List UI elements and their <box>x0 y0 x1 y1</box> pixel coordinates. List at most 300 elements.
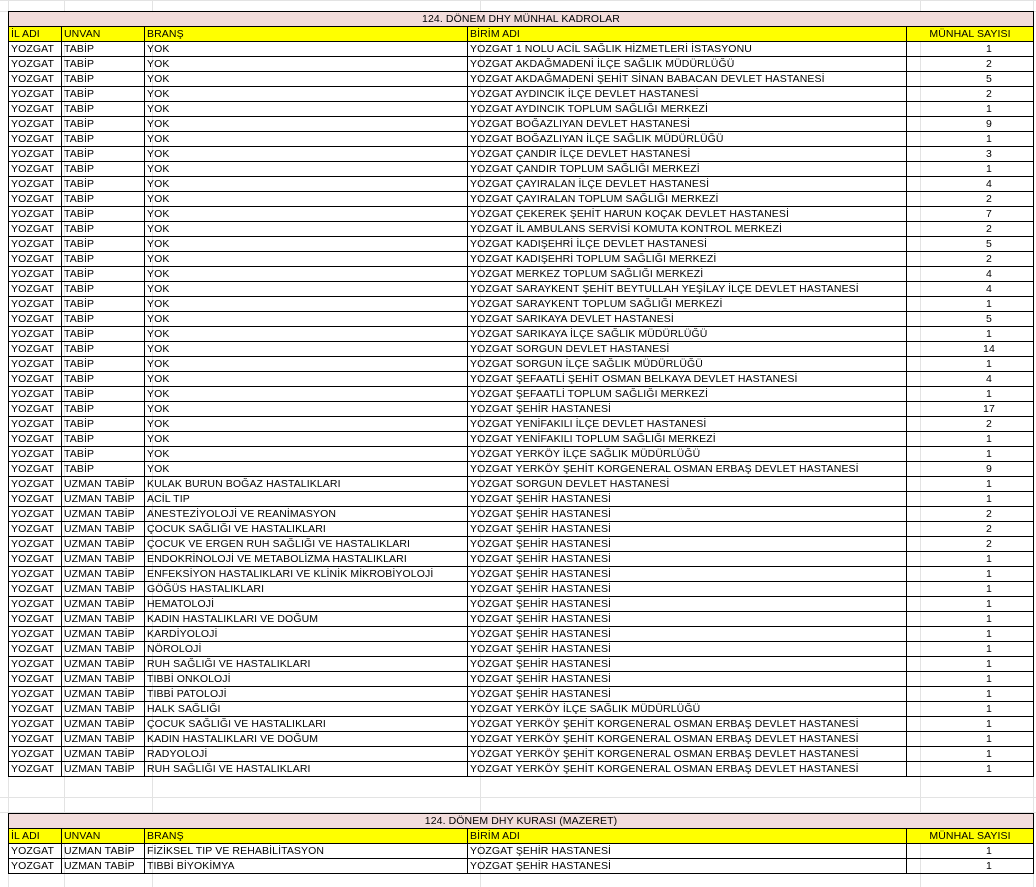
cell-unvan[interactable]: UZMAN TABİP <box>62 597 145 612</box>
cell-birim-adi[interactable]: YOZGAT KADIŞEHRİ TOPLUM SAĞLIĞI MERKEZİ <box>468 252 907 267</box>
cell-munhal-sayisi[interactable]: 1 <box>907 859 1034 874</box>
cell-birim-adi[interactable]: YOZGAT AYDINCIK İLÇE DEVLET HASTANESİ <box>468 87 907 102</box>
cell-birim-adi[interactable]: YOZGAT ÇANDIR İLÇE DEVLET HASTANESİ <box>468 147 907 162</box>
table-row <box>9 507 1034 522</box>
header-brans[interactable]: BRANŞ <box>145 829 468 844</box>
cell-unvan[interactable]: TABİP <box>62 42 145 57</box>
cell-il-adi[interactable]: YOZGAT <box>9 642 62 657</box>
cell-brans[interactable]: YOK <box>145 402 468 417</box>
cell-birim-adi[interactable]: YOZGAT YERKÖY ŞEHİT KORGENERAL OSMAN ERBAŞ DEVLET HASTANESİ <box>468 732 907 747</box>
cell-il-adi[interactable]: YOZGAT <box>9 432 62 447</box>
header-unvan[interactable]: UNVAN <box>62 829 145 844</box>
table-row <box>9 844 1034 859</box>
cell-birim-adi[interactable]: YOZGAT BOĞAZLIYAN DEVLET HASTANESİ <box>468 117 907 132</box>
cell-brans[interactable]: YOK <box>145 462 468 477</box>
cell-birim-adi[interactable]: YOZGAT ŞEHİR HASTANESİ <box>468 672 907 687</box>
cell-unvan[interactable]: UZMAN TABİP <box>62 507 145 522</box>
cell-il-adi[interactable]: YOZGAT <box>9 717 62 732</box>
cell-birim-adi[interactable]: YOZGAT SORGUN DEVLET HASTANESİ <box>468 477 907 492</box>
table-row <box>9 627 1034 642</box>
cell-birim-adi[interactable]: YOZGAT YENİFAKILI İLÇE DEVLET HASTANESİ <box>468 417 907 432</box>
cell-munhal-sayisi[interactable]: 3 <box>907 147 1034 162</box>
cell-il-adi[interactable]: YOZGAT <box>9 132 62 147</box>
cell-birim-adi[interactable]: YOZGAT ŞEHİR HASTANESİ <box>468 492 907 507</box>
cell-brans[interactable]: GÖĞÜS HASTALIKLARI <box>145 582 468 597</box>
cell-birim-adi[interactable]: YOZGAT ÇEKEREK ŞEHİT HARUN KOÇAK DEVLET HASTANESİ <box>468 207 907 222</box>
cell-munhal-sayisi[interactable]: 1 <box>907 732 1034 747</box>
table-row <box>9 582 1034 597</box>
cell-birim-adi[interactable]: YOZGAT ŞEHİR HASTANESİ <box>468 844 907 859</box>
cell-munhal-sayisi[interactable]: 1 <box>907 447 1034 462</box>
cell-brans[interactable]: YOK <box>145 252 468 267</box>
header-il-adi[interactable]: İL ADI <box>9 829 62 844</box>
cell-unvan[interactable]: UZMAN TABİP <box>62 537 145 552</box>
cell-il-adi[interactable]: YOZGAT <box>9 177 62 192</box>
cell-unvan[interactable]: TABİP <box>62 147 145 162</box>
gridline <box>0 797 1036 798</box>
cell-munhal-sayisi[interactable]: 17 <box>907 402 1034 417</box>
cell-munhal-sayisi[interactable]: 4 <box>907 177 1034 192</box>
cell-unvan[interactable]: TABİP <box>62 282 145 297</box>
cell-il-adi[interactable]: YOZGAT <box>9 267 62 282</box>
cell-unvan[interactable]: TABİP <box>62 312 145 327</box>
cell-munhal-sayisi[interactable]: 1 <box>907 844 1034 859</box>
cell-brans[interactable]: YOK <box>145 342 468 357</box>
cell-munhal-sayisi[interactable]: 2 <box>907 87 1034 102</box>
cell-birim-adi[interactable]: YOZGAT ŞEHİR HASTANESİ <box>468 612 907 627</box>
cell-unvan[interactable]: UZMAN TABİP <box>62 717 145 732</box>
cell-brans[interactable]: ÇOCUK SAĞLIĞI VE HASTALIKLARI <box>145 522 468 537</box>
cell-brans[interactable]: YOK <box>145 177 468 192</box>
cell-unvan[interactable]: UZMAN TABİP <box>62 612 145 627</box>
cell-brans[interactable]: YOK <box>145 207 468 222</box>
header-munhal-sayisi[interactable]: MÜNHAL SAYISI <box>907 829 1034 844</box>
cell-il-adi[interactable]: YOZGAT <box>9 537 62 552</box>
cell-il-adi[interactable]: YOZGAT <box>9 687 62 702</box>
cell-unvan[interactable]: UZMAN TABİP <box>62 859 145 874</box>
cell-brans[interactable]: FİZİKSEL TIP VE REHABİLİTASYON <box>145 844 468 859</box>
cell-birim-adi[interactable]: YOZGAT ŞEHİR HASTANESİ <box>468 537 907 552</box>
cell-il-adi[interactable]: YOZGAT <box>9 297 62 312</box>
cell-unvan[interactable]: TABİP <box>62 342 145 357</box>
cell-birim-adi[interactable]: YOZGAT YERKÖY İLÇE SAĞLIK MÜDÜRLÜĞÜ <box>468 447 907 462</box>
cell-il-adi[interactable]: YOZGAT <box>9 597 62 612</box>
cell-brans[interactable]: ANESTEZİYOLOJİ VE REANİMASYON <box>145 507 468 522</box>
table-row <box>9 717 1034 732</box>
cell-munhal-sayisi[interactable]: 1 <box>907 762 1034 777</box>
cell-il-adi[interactable]: YOZGAT <box>9 552 62 567</box>
cell-unvan[interactable]: TABİP <box>62 252 145 267</box>
cell-brans[interactable]: TIBBİ ONKOLOJİ <box>145 672 468 687</box>
cell-unvan[interactable]: UZMAN TABİP <box>62 762 145 777</box>
cell-il-adi[interactable]: YOZGAT <box>9 732 62 747</box>
cell-il-adi[interactable]: YOZGAT <box>9 492 62 507</box>
cell-munhal-sayisi[interactable]: 1 <box>907 717 1034 732</box>
cell-brans[interactable]: ÇOCUK SAĞLIĞI VE HASTALIKLARI <box>145 717 468 732</box>
cell-munhal-sayisi[interactable]: 1 <box>907 327 1034 342</box>
cell-birim-adi[interactable]: YOZGAT AKDAĞMADENİ ŞEHİT SİNAN BABACAN DEVLET HASTANESİ <box>468 72 907 87</box>
cell-brans[interactable]: YOK <box>145 162 468 177</box>
cell-munhal-sayisi[interactable]: 5 <box>907 72 1034 87</box>
cell-unvan[interactable]: TABİP <box>62 417 145 432</box>
cell-munhal-sayisi[interactable]: 1 <box>907 642 1034 657</box>
cell-munhal-sayisi[interactable]: 1 <box>907 162 1034 177</box>
cell-unvan[interactable]: TABİP <box>62 192 145 207</box>
header-il-adi[interactable]: İL ADI <box>9 27 62 42</box>
cell-birim-adi[interactable]: YOZGAT ÇANDIR TOPLUM SAĞLIĞI MERKEZİ <box>468 162 907 177</box>
cell-unvan[interactable]: UZMAN TABİP <box>62 582 145 597</box>
cell-munhal-sayisi[interactable]: 4 <box>907 372 1034 387</box>
cell-unvan[interactable]: TABİP <box>62 87 145 102</box>
cell-munhal-sayisi[interactable]: 1 <box>907 687 1034 702</box>
cell-birim-adi[interactable]: YOZGAT SARAYKENT ŞEHİT BEYTULLAH YEŞİLAY İLÇE DEVLET HASTANESİ <box>468 282 907 297</box>
section-title[interactable]: 124. DÖNEM DHY MÜNHAL KADROLAR <box>9 12 1034 27</box>
cell-brans[interactable]: YOK <box>145 282 468 297</box>
cell-unvan[interactable]: TABİP <box>62 57 145 72</box>
table-row <box>9 237 1034 252</box>
cell-unvan[interactable]: TABİP <box>62 447 145 462</box>
cell-birim-adi[interactable]: YOZGAT ŞEHİR HASTANESİ <box>468 627 907 642</box>
cell-brans[interactable]: YOK <box>145 267 468 282</box>
cell-unvan[interactable]: UZMAN TABİP <box>62 552 145 567</box>
cell-il-adi[interactable]: YOZGAT <box>9 657 62 672</box>
cell-unvan[interactable]: TABİP <box>62 237 145 252</box>
cell-birim-adi[interactable]: YOZGAT ŞEHİR HASTANESİ <box>468 642 907 657</box>
cell-brans[interactable]: YOK <box>145 57 468 72</box>
cell-il-adi[interactable]: YOZGAT <box>9 612 62 627</box>
cell-il-adi[interactable]: YOZGAT <box>9 72 62 87</box>
cell-munhal-sayisi[interactable]: 1 <box>907 492 1034 507</box>
cell-munhal-sayisi[interactable]: 14 <box>907 342 1034 357</box>
cell-unvan[interactable]: TABİP <box>62 267 145 282</box>
table-row <box>9 72 1034 87</box>
cell-munhal-sayisi[interactable]: 1 <box>907 657 1034 672</box>
cell-unvan[interactable]: UZMAN TABİP <box>62 672 145 687</box>
cell-munhal-sayisi[interactable]: 1 <box>907 42 1034 57</box>
cell-il-adi[interactable]: YOZGAT <box>9 507 62 522</box>
cell-il-adi[interactable]: YOZGAT <box>9 462 62 477</box>
cell-unvan[interactable]: TABİP <box>62 177 145 192</box>
cell-munhal-sayisi[interactable]: 1 <box>907 597 1034 612</box>
cell-brans[interactable]: YOK <box>145 372 468 387</box>
cell-brans[interactable]: HALK SAĞLIĞI <box>145 702 468 717</box>
table-row <box>9 642 1034 657</box>
cell-brans[interactable]: YOK <box>145 327 468 342</box>
cell-il-adi[interactable]: YOZGAT <box>9 477 62 492</box>
kura-mazeret-table <box>8 813 1034 874</box>
cell-brans[interactable]: KULAK BURUN BOĞAZ HASTALIKLARI <box>145 477 468 492</box>
cell-birim-adi[interactable]: YOZGAT ŞEHİR HASTANESİ <box>468 597 907 612</box>
cell-birim-adi[interactable]: YOZGAT ÇAYIRALAN İLÇE DEVLET HASTANESİ <box>468 177 907 192</box>
cell-unvan[interactable]: TABİP <box>62 297 145 312</box>
cell-brans[interactable]: ÇOCUK VE ERGEN RUH SAĞLIĞI VE HASTALIKLARI <box>145 537 468 552</box>
cell-birim-adi[interactable]: YOZGAT 1 NOLU ACİL SAĞLIK HİZMETLERİ İSTASYONU <box>468 42 907 57</box>
cell-unvan[interactable]: TABİP <box>62 357 145 372</box>
cell-unvan[interactable]: TABİP <box>62 207 145 222</box>
cell-il-adi[interactable]: YOZGAT <box>9 357 62 372</box>
table-row <box>9 312 1034 327</box>
cell-unvan[interactable]: UZMAN TABİP <box>62 642 145 657</box>
cell-birim-adi[interactable]: YOZGAT KADIŞEHRİ İLÇE DEVLET HASTANESİ <box>468 237 907 252</box>
cell-brans[interactable]: HEMATOLOJİ <box>145 597 468 612</box>
cell-brans[interactable]: YOK <box>145 237 468 252</box>
cell-munhal-sayisi[interactable]: 1 <box>907 582 1034 597</box>
cell-birim-adi[interactable]: YOZGAT YENİFAKILI TOPLUM SAĞLIĞI MERKEZİ <box>468 432 907 447</box>
cell-brans[interactable]: YOK <box>145 222 468 237</box>
cell-unvan[interactable]: TABİP <box>62 72 145 87</box>
cell-il-adi[interactable]: YOZGAT <box>9 57 62 72</box>
cell-munhal-sayisi[interactable]: 2 <box>907 57 1034 72</box>
cell-il-adi[interactable]: YOZGAT <box>9 312 62 327</box>
cell-birim-adi[interactable]: YOZGAT ŞEHİR HASTANESİ <box>468 522 907 537</box>
cell-brans[interactable]: RUH SAĞLIĞI VE HASTALIKLARI <box>145 657 468 672</box>
cell-brans[interactable]: YOK <box>145 42 468 57</box>
cell-il-adi[interactable]: YOZGAT <box>9 282 62 297</box>
cell-munhal-sayisi[interactable]: 9 <box>907 117 1034 132</box>
cell-birim-adi[interactable]: YOZGAT ŞEHİR HASTANESİ <box>468 859 907 874</box>
cell-munhal-sayisi[interactable]: 9 <box>907 462 1034 477</box>
cell-il-adi[interactable]: YOZGAT <box>9 327 62 342</box>
cell-brans[interactable]: YOK <box>145 417 468 432</box>
cell-munhal-sayisi[interactable]: 1 <box>907 627 1034 642</box>
cell-brans[interactable]: YOK <box>145 132 468 147</box>
table-row <box>9 87 1034 102</box>
cell-unvan[interactable]: TABİP <box>62 432 145 447</box>
cell-birim-adi[interactable]: YOZGAT SORGUN İLÇE SAĞLIK MÜDÜRLÜĞÜ <box>468 357 907 372</box>
cell-birim-adi[interactable]: YOZGAT ŞEFAATLİ TOPLUM SAĞLIĞI MERKEZİ <box>468 387 907 402</box>
table-row <box>9 342 1034 357</box>
cell-unvan[interactable]: TABİP <box>62 102 145 117</box>
cell-il-adi[interactable]: YOZGAT <box>9 42 62 57</box>
cell-munhal-sayisi[interactable]: 1 <box>907 432 1034 447</box>
table-row <box>9 762 1034 777</box>
cell-il-adi[interactable]: YOZGAT <box>9 762 62 777</box>
cell-brans[interactable]: YOK <box>145 147 468 162</box>
cell-birim-adi[interactable]: YOZGAT YERKÖY ŞEHİT KORGENERAL OSMAN ERBAŞ DEVLET HASTANESİ <box>468 462 907 477</box>
cell-il-adi[interactable]: YOZGAT <box>9 252 62 267</box>
cell-birim-adi[interactable]: YOZGAT SORGUN DEVLET HASTANESİ <box>468 342 907 357</box>
cell-il-adi[interactable]: YOZGAT <box>9 387 62 402</box>
cell-brans[interactable]: ENDOKRİNOLOJİ VE METABOLİZMA HASTALIKLARI <box>145 552 468 567</box>
cell-brans[interactable]: YOK <box>145 447 468 462</box>
cell-birim-adi[interactable]: YOZGAT YERKÖY ŞEHİT KORGENERAL OSMAN ERBAŞ DEVLET HASTANESİ <box>468 762 907 777</box>
cell-munhal-sayisi[interactable]: 4 <box>907 282 1034 297</box>
cell-il-adi[interactable]: YOZGAT <box>9 672 62 687</box>
cell-birim-adi[interactable]: YOZGAT SARIKAYA DEVLET HASTANESİ <box>468 312 907 327</box>
cell-il-adi[interactable]: YOZGAT <box>9 702 62 717</box>
cell-birim-adi[interactable]: YOZGAT ÇAYIRALAN TOPLUM SAĞLIĞI MERKEZİ <box>468 192 907 207</box>
cell-unvan[interactable]: UZMAN TABİP <box>62 522 145 537</box>
munhal-kadrolar-table <box>8 11 1034 777</box>
cell-il-adi[interactable]: YOZGAT <box>9 747 62 762</box>
cell-il-adi[interactable]: YOZGAT <box>9 117 62 132</box>
cell-il-adi[interactable]: YOZGAT <box>9 237 62 252</box>
cell-munhal-sayisi[interactable]: 5 <box>907 312 1034 327</box>
cell-munhal-sayisi[interactable]: 1 <box>907 552 1034 567</box>
table-row <box>9 417 1034 432</box>
cell-unvan[interactable]: UZMAN TABİP <box>62 492 145 507</box>
cell-birim-adi[interactable]: YOZGAT ŞEHİR HASTANESİ <box>468 552 907 567</box>
table-row <box>9 537 1034 552</box>
cell-munhal-sayisi[interactable]: 1 <box>907 387 1034 402</box>
cell-brans[interactable]: KADIN HASTALIKLARI VE DOĞUM <box>145 612 468 627</box>
header-row <box>9 829 1034 844</box>
cell-birim-adi[interactable]: YOZGAT ŞEHİR HASTANESİ <box>468 657 907 672</box>
cell-birim-adi[interactable]: YOZGAT MERKEZ TOPLUM SAĞLIĞI MERKEZİ <box>468 267 907 282</box>
cell-unvan[interactable]: UZMAN TABİP <box>62 687 145 702</box>
cell-munhal-sayisi[interactable]: 2 <box>907 417 1034 432</box>
cell-munhal-sayisi[interactable]: 2 <box>907 252 1034 267</box>
cell-birim-adi[interactable]: YOZGAT ŞEHİR HASTANESİ <box>468 687 907 702</box>
cell-munhal-sayisi[interactable]: 1 <box>907 672 1034 687</box>
cell-munhal-sayisi[interactable]: 2 <box>907 192 1034 207</box>
cell-munhal-sayisi[interactable]: 1 <box>907 102 1034 117</box>
cell-unvan[interactable]: TABİP <box>62 387 145 402</box>
cell-unvan[interactable]: UZMAN TABİP <box>62 567 145 582</box>
cell-munhal-sayisi[interactable]: 1 <box>907 612 1034 627</box>
cell-munhal-sayisi[interactable]: 2 <box>907 222 1034 237</box>
cell-birim-adi[interactable]: YOZGAT ŞEHİR HASTANESİ <box>468 567 907 582</box>
cell-birim-adi[interactable]: YOZGAT BOĞAZLIYAN İLÇE SAĞLIK MÜDÜRLÜĞÜ <box>468 132 907 147</box>
cell-unvan[interactable]: TABİP <box>62 162 145 177</box>
cell-il-adi[interactable]: YOZGAT <box>9 372 62 387</box>
cell-birim-adi[interactable]: YOZGAT YERKÖY İLÇE SAĞLIK MÜDÜRLÜĞÜ <box>468 702 907 717</box>
cell-il-adi[interactable]: YOZGAT <box>9 87 62 102</box>
cell-il-adi[interactable]: YOZGAT <box>9 447 62 462</box>
cell-unvan[interactable]: UZMAN TABİP <box>62 657 145 672</box>
cell-brans[interactable]: TIBBİ BİYOKİMYA <box>145 859 468 874</box>
cell-brans[interactable]: YOK <box>145 387 468 402</box>
table-row <box>9 267 1034 282</box>
cell-unvan[interactable]: TABİP <box>62 132 145 147</box>
cell-brans[interactable]: KARDİYOLOJİ <box>145 627 468 642</box>
cell-brans[interactable]: RUH SAĞLIĞI VE HASTALIKLARI <box>145 762 468 777</box>
table-row <box>9 732 1034 747</box>
cell-il-adi[interactable]: YOZGAT <box>9 147 62 162</box>
table-row <box>9 297 1034 312</box>
cell-birim-adi[interactable]: YOZGAT AKDAĞMADENİ İLÇE SAĞLIK MÜDÜRLÜĞÜ <box>468 57 907 72</box>
cell-munhal-sayisi[interactable]: 2 <box>907 522 1034 537</box>
cell-brans[interactable]: TIBBİ PATOLOJİ <box>145 687 468 702</box>
table-row <box>9 372 1034 387</box>
cell-unvan[interactable]: UZMAN TABİP <box>62 702 145 717</box>
table-row <box>9 117 1034 132</box>
cell-il-adi[interactable]: YOZGAT <box>9 567 62 582</box>
gridline <box>0 0 1036 1</box>
table-row <box>9 147 1034 162</box>
cell-il-adi[interactable]: YOZGAT <box>9 582 62 597</box>
cell-unvan[interactable]: UZMAN TABİP <box>62 732 145 747</box>
header-unvan[interactable]: UNVAN <box>62 27 145 42</box>
cell-il-adi[interactable]: YOZGAT <box>9 222 62 237</box>
cell-il-adi[interactable]: YOZGAT <box>9 342 62 357</box>
cell-munhal-sayisi[interactable]: 2 <box>907 507 1034 522</box>
cell-il-adi[interactable]: YOZGAT <box>9 859 62 874</box>
table-row <box>9 222 1034 237</box>
header-birim-adi[interactable]: BİRİM ADI <box>468 27 907 42</box>
cell-birim-adi[interactable]: YOZGAT SARAYKENT TOPLUM SAĞLIĞI MERKEZİ <box>468 297 907 312</box>
cell-unvan[interactable]: TABİP <box>62 222 145 237</box>
cell-brans[interactable]: YOK <box>145 192 468 207</box>
cell-brans[interactable]: ENFEKSİYON HASTALIKLARI VE KLİNİK MİKROBİYOLOJİ <box>145 567 468 582</box>
cell-birim-adi[interactable]: YOZGAT YERKÖY ŞEHİT KORGENERAL OSMAN ERBAŞ DEVLET HASTANESİ <box>468 747 907 762</box>
cell-brans[interactable]: YOK <box>145 72 468 87</box>
cell-munhal-sayisi[interactable]: 1 <box>907 702 1034 717</box>
cell-unvan[interactable]: TABİP <box>62 117 145 132</box>
cell-brans[interactable]: NÖROLOJİ <box>145 642 468 657</box>
cell-munhal-sayisi[interactable]: 1 <box>907 567 1034 582</box>
cell-munhal-sayisi[interactable]: 2 <box>907 537 1034 552</box>
table-row <box>9 462 1034 477</box>
cell-munhal-sayisi[interactable]: 5 <box>907 237 1034 252</box>
cell-brans[interactable]: KADIN HASTALIKLARI VE DOĞUM <box>145 732 468 747</box>
cell-munhal-sayisi[interactable]: 1 <box>907 747 1034 762</box>
cell-munhal-sayisi[interactable]: 1 <box>907 132 1034 147</box>
cell-brans[interactable]: YOK <box>145 117 468 132</box>
cell-il-adi[interactable]: YOZGAT <box>9 102 62 117</box>
cell-brans[interactable]: RADYOLOJİ <box>145 747 468 762</box>
cell-unvan[interactable]: TABİP <box>62 372 145 387</box>
section-title[interactable]: 124. DÖNEM DHY KURASI (MAZERET) <box>9 814 1034 829</box>
cell-unvan[interactable]: UZMAN TABİP <box>62 844 145 859</box>
cell-unvan[interactable]: UZMAN TABİP <box>62 477 145 492</box>
header-birim-adi[interactable]: BİRİM ADI <box>468 829 907 844</box>
cell-birim-adi[interactable]: YOZGAT ŞEHİR HASTANESİ <box>468 402 907 417</box>
cell-brans[interactable]: YOK <box>145 87 468 102</box>
cell-birim-adi[interactable]: YOZGAT ŞEHİR HASTANESİ <box>468 582 907 597</box>
cell-birim-adi[interactable]: YOZGAT ŞEHİR HASTANESİ <box>468 507 907 522</box>
cell-munhal-sayisi[interactable]: 7 <box>907 207 1034 222</box>
cell-il-adi[interactable]: YOZGAT <box>9 844 62 859</box>
cell-il-adi[interactable]: YOZGAT <box>9 522 62 537</box>
cell-birim-adi[interactable]: YOZGAT YERKÖY ŞEHİT KORGENERAL OSMAN ERBAŞ DEVLET HASTANESİ <box>468 717 907 732</box>
cell-birim-adi[interactable]: YOZGAT AYDINCIK TOPLUM SAĞLIĞI MERKEZİ <box>468 102 907 117</box>
table-row <box>9 177 1034 192</box>
cell-unvan[interactable]: TABİP <box>62 462 145 477</box>
cell-birim-adi[interactable]: YOZGAT ŞEFAATLİ ŞEHİT OSMAN BELKAYA DEVLET HASTANESİ <box>468 372 907 387</box>
cell-brans[interactable]: YOK <box>145 102 468 117</box>
table-row <box>9 207 1034 222</box>
cell-brans[interactable]: YOK <box>145 432 468 447</box>
cell-brans[interactable]: ACİL TIP <box>145 492 468 507</box>
cell-unvan[interactable]: TABİP <box>62 327 145 342</box>
cell-il-adi[interactable]: YOZGAT <box>9 417 62 432</box>
cell-il-adi[interactable]: YOZGAT <box>9 207 62 222</box>
table-row <box>9 552 1034 567</box>
cell-birim-adi[interactable]: YOZGAT SARIKAYA İLÇE SAĞLIK MÜDÜRLÜĞÜ <box>468 327 907 342</box>
cell-unvan[interactable]: UZMAN TABİP <box>62 747 145 762</box>
table-row <box>9 492 1034 507</box>
cell-unvan[interactable]: UZMAN TABİP <box>62 627 145 642</box>
cell-munhal-sayisi[interactable]: 4 <box>907 267 1034 282</box>
table-row <box>9 357 1034 372</box>
cell-munhal-sayisi[interactable]: 1 <box>907 357 1034 372</box>
cell-brans[interactable]: YOK <box>145 312 468 327</box>
cell-brans[interactable]: YOK <box>145 357 468 372</box>
cell-il-adi[interactable]: YOZGAT <box>9 627 62 642</box>
cell-unvan[interactable]: TABİP <box>62 402 145 417</box>
cell-brans[interactable]: YOK <box>145 297 468 312</box>
table-row <box>9 192 1034 207</box>
cell-il-adi[interactable]: YOZGAT <box>9 402 62 417</box>
header-munhal-sayisi[interactable]: MÜNHAL SAYISI <box>907 27 1034 42</box>
cell-il-adi[interactable]: YOZGAT <box>9 162 62 177</box>
cell-munhal-sayisi[interactable]: 1 <box>907 477 1034 492</box>
cell-birim-adi[interactable]: YOZGAT İL AMBULANS SERVİSİ KOMUTA KONTROL MERKEZİ <box>468 222 907 237</box>
header-brans[interactable]: BRANŞ <box>145 27 468 42</box>
cell-munhal-sayisi[interactable]: 1 <box>907 297 1034 312</box>
cell-il-adi[interactable]: YOZGAT <box>9 192 62 207</box>
